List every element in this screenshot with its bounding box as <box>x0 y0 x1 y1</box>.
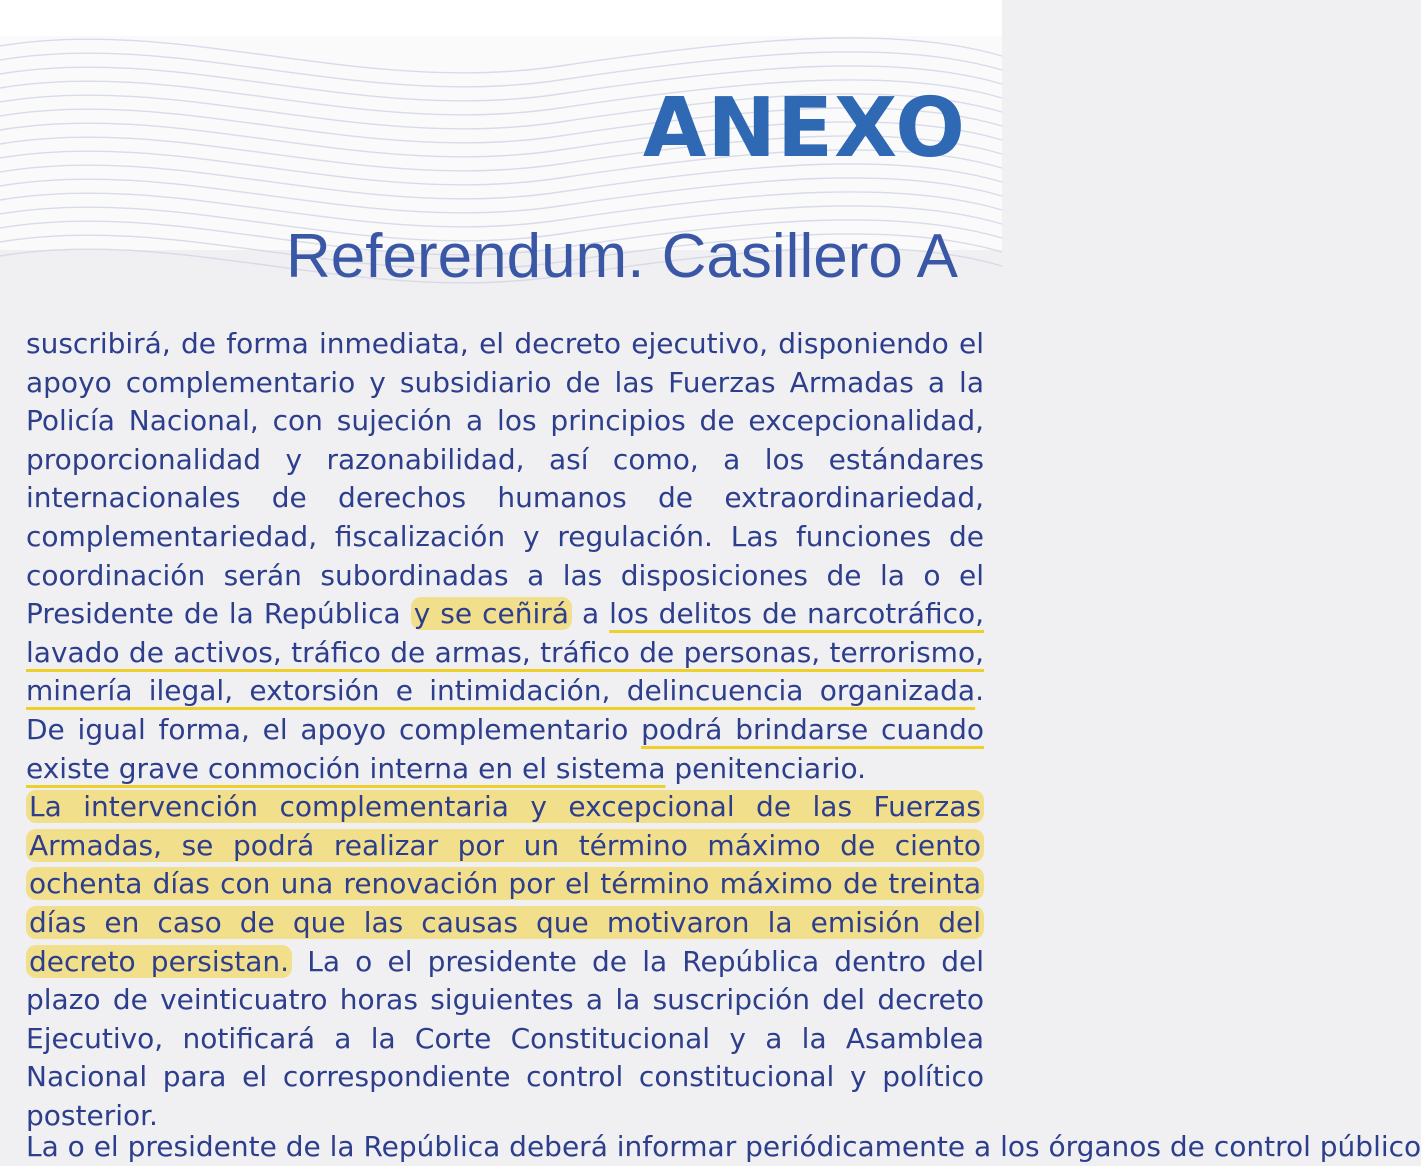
top-strip <box>0 0 1002 36</box>
p1-text-a: suscribirá, de forma inmediata, el decreto ejecutivo, disponiendo el apoyo complementario y subsidiario de las Fuerzas Armadas a la Policía Nacional, con sujeción a los principios de excepcionalidad, proporcionalidad y razonabilidad, así como, a los estándares internacionales de derechos humanos de extraordinariedad, complementariedad, fiscalización y regulación. Las funciones de coordinación serán subordinadas a las disposiciones de la o el Presidente de la República <box>26 327 984 631</box>
document-body <box>26 325 984 1135</box>
paragraph-2 <box>26 788 984 1135</box>
highlight-intervencion: La intervención complementaria y excepcional de las Fuerzas Armadas, se podrá realizar por un término máximo de ciento ochenta días con una renovación por el término máximo de treinta días en caso de que las causas que motivaron la emisión del decreto persistan. <box>26 790 984 977</box>
p1-text-b: a <box>581 597 600 631</box>
page-title: ANEXO <box>642 81 966 176</box>
p1-text-d: penitenciario. <box>674 751 867 785</box>
underline-conmocion: podrá brindarse cuando existe grave conmoción interna en el sistema <box>26 712 984 785</box>
paragraph-1 <box>26 325 984 788</box>
page-subtitle: Referendum. Casillero A <box>286 222 958 291</box>
highlight-ceñira: y se ceñirá <box>411 597 572 630</box>
cut-off-line: La o el presidente de la República deberá informar periódicamente a los órganos de control público <box>26 1130 1421 1163</box>
underline-delitos: los delitos de narcotráfico, lavado de activos, tráfico de armas, tráfico de personas, terrorismo, minería ilegal, extorsión e intimidación, delincuencia organizada <box>26 597 985 708</box>
p1-text-c: . De igual forma, el apoyo complementario <box>26 674 984 746</box>
p2-text-rest: La o el presidente de la República dentro del plazo de veinticuatro horas siguientes a la suscripción del decreto Ejecutivo, notificará a la Corte Constitucional y a la Asamblea Nacional para el correspondiente control constitucional y político posterior. <box>26 944 985 1132</box>
